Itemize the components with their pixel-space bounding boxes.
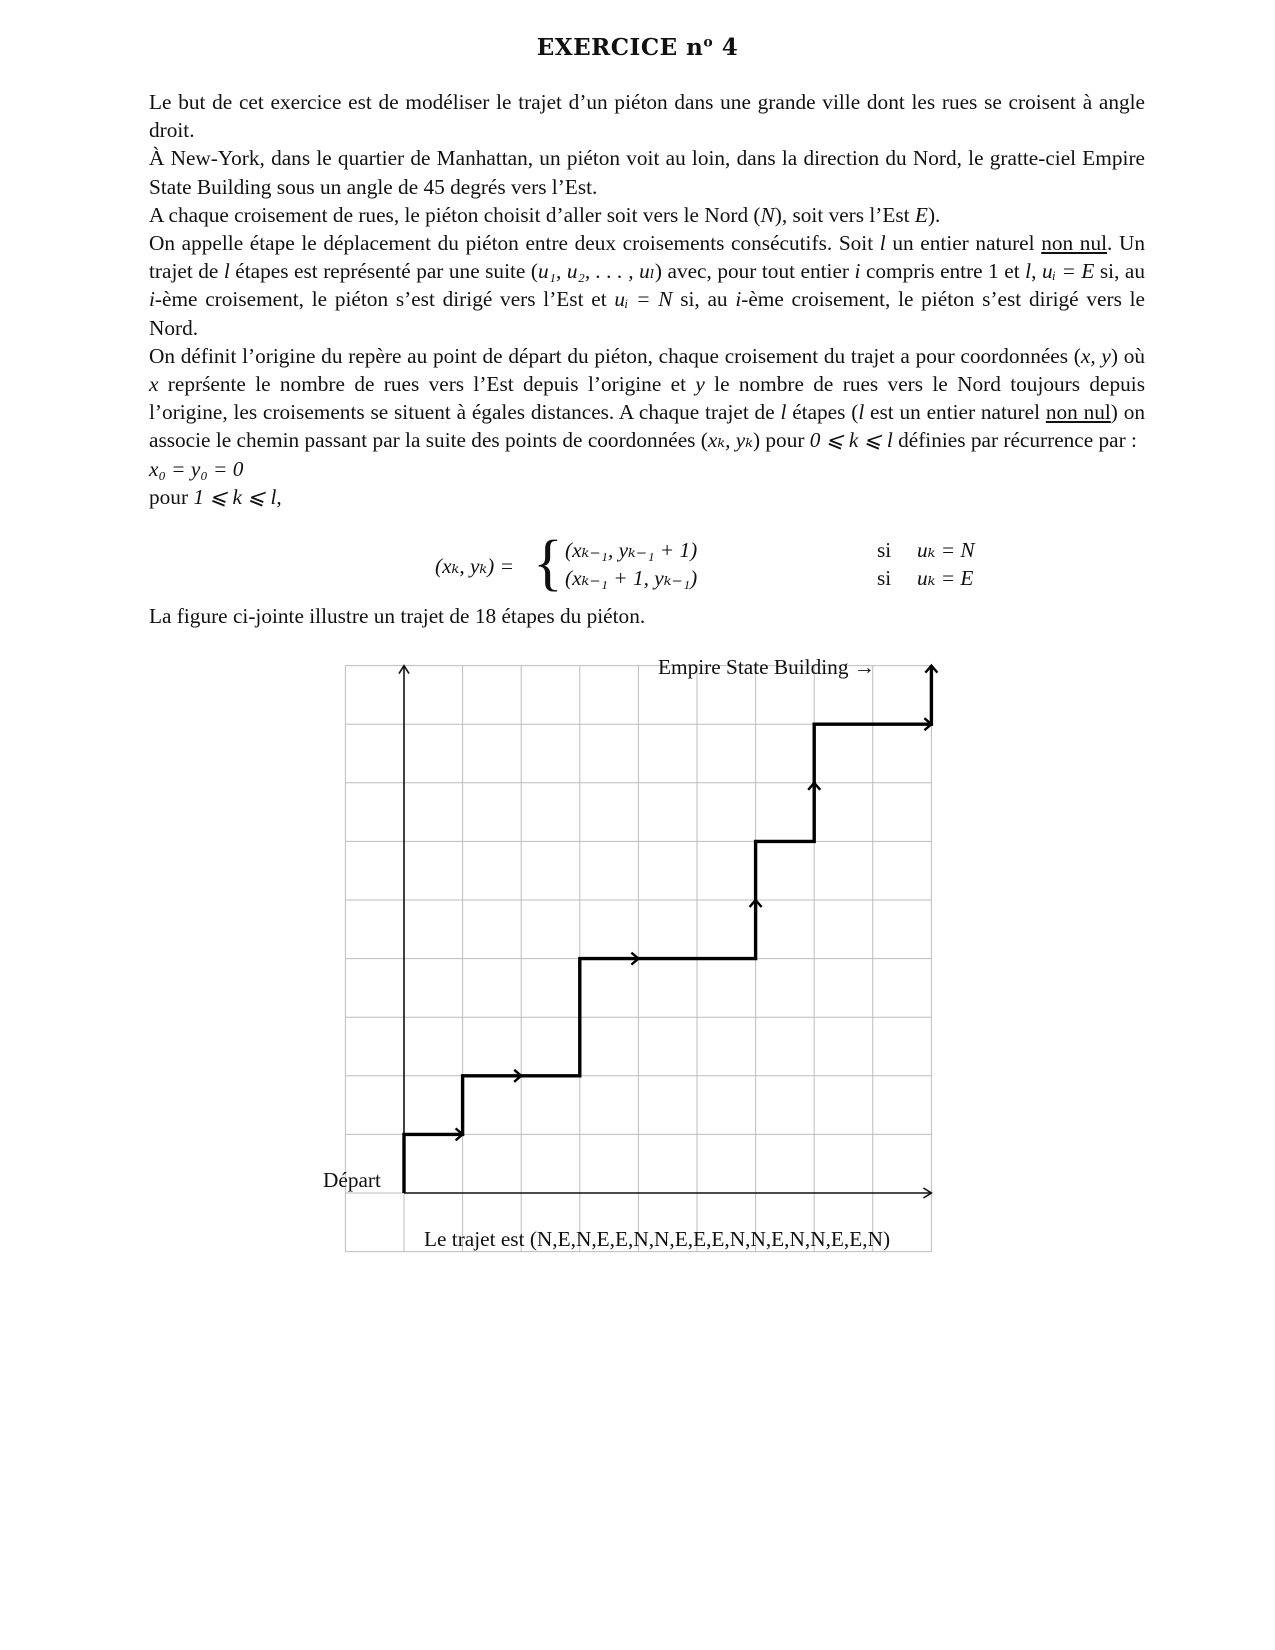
initial-condition: x₀ = y₀ = 0 [149, 456, 244, 481]
path-sequence-label: Le trajet est (N,E,N,E,E,N,N,E,E,E,N,N,E,N,N,E,E,N) [424, 1227, 891, 1251]
figure-caption: La figure ci-jointe illustre un trajet de 18 étapes du piéton. [149, 604, 646, 628]
formula-case-east: (xₖ₋₁ + 1, yₖ₋₁) si uₖ = E [565, 566, 974, 590]
formula-lhs: (xₖ, yₖ) = [435, 554, 514, 578]
recurrence-range: pour 1 ⩽ k ⩽ l, [149, 484, 282, 509]
axes [399, 666, 931, 1198]
paragraph-goal: Le but de cet exercice est de modéliser le trajet d’un piéton dans une grande ville dont les rues se croisent à angle droit. [149, 90, 1145, 143]
empire-state-label: Empire State Building → [658, 655, 876, 679]
paragraph-coordinates: On définit l’origine du repère au point de départ du piéton, chaque croisement du trajet a pour coordonnées (x, y) où x reprśente le nombre de rues vers l’Est depuis l’origine et y le nombre de rues vers le Nord toujours depuis l’origine, les croisements se situent à égales distances. A chaque trajet de l étapes (l est un entier naturel non nul) on associe le chemin passant par la suite des points de coordonnées (xₖ, yₖ) pour 0 ⩽ k ⩽ l définies par récurrence par : [149, 343, 1145, 453]
paragraph-context: À New-York, dans le quartier de Manhattan, un piéton voit au loin, dans la direction du Nord, le gratte-ciel Empire State Building sous un angle de 45 degrés vers l’Est. [149, 146, 1145, 199]
formula-brace: { [533, 529, 563, 597]
pedestrian-path [404, 666, 937, 1193]
paragraph-definition: On appelle étape le déplacement du piéton entre deux croisements consécutifs. Soit l un entier naturel non nul. Un trajet de l étapes est représenté par une suite (u₁, u₂, . . . , uₗ) avec, pour tout entier i compris entre 1 et l, uᵢ = E si, au i-ème croisement, le piéton s’est dirigé vers l’Est et uᵢ = N si, au i-ème croisement, le piéton s’est dirigé vers le Nord. [149, 231, 1146, 340]
exercise-title: EXERCICE $n^o$ 4 [536, 34, 739, 61]
path-line [404, 666, 931, 1193]
formula-case-north: (xₖ₋₁, yₖ₋₁ + 1) si uₖ = N [565, 538, 975, 562]
paragraph-choice: A chaque croisement de rues, le piéton choisit d’aller soit vers le Nord (N), soit vers l’Est E). [149, 202, 941, 227]
depart-label: Départ [323, 1168, 381, 1192]
